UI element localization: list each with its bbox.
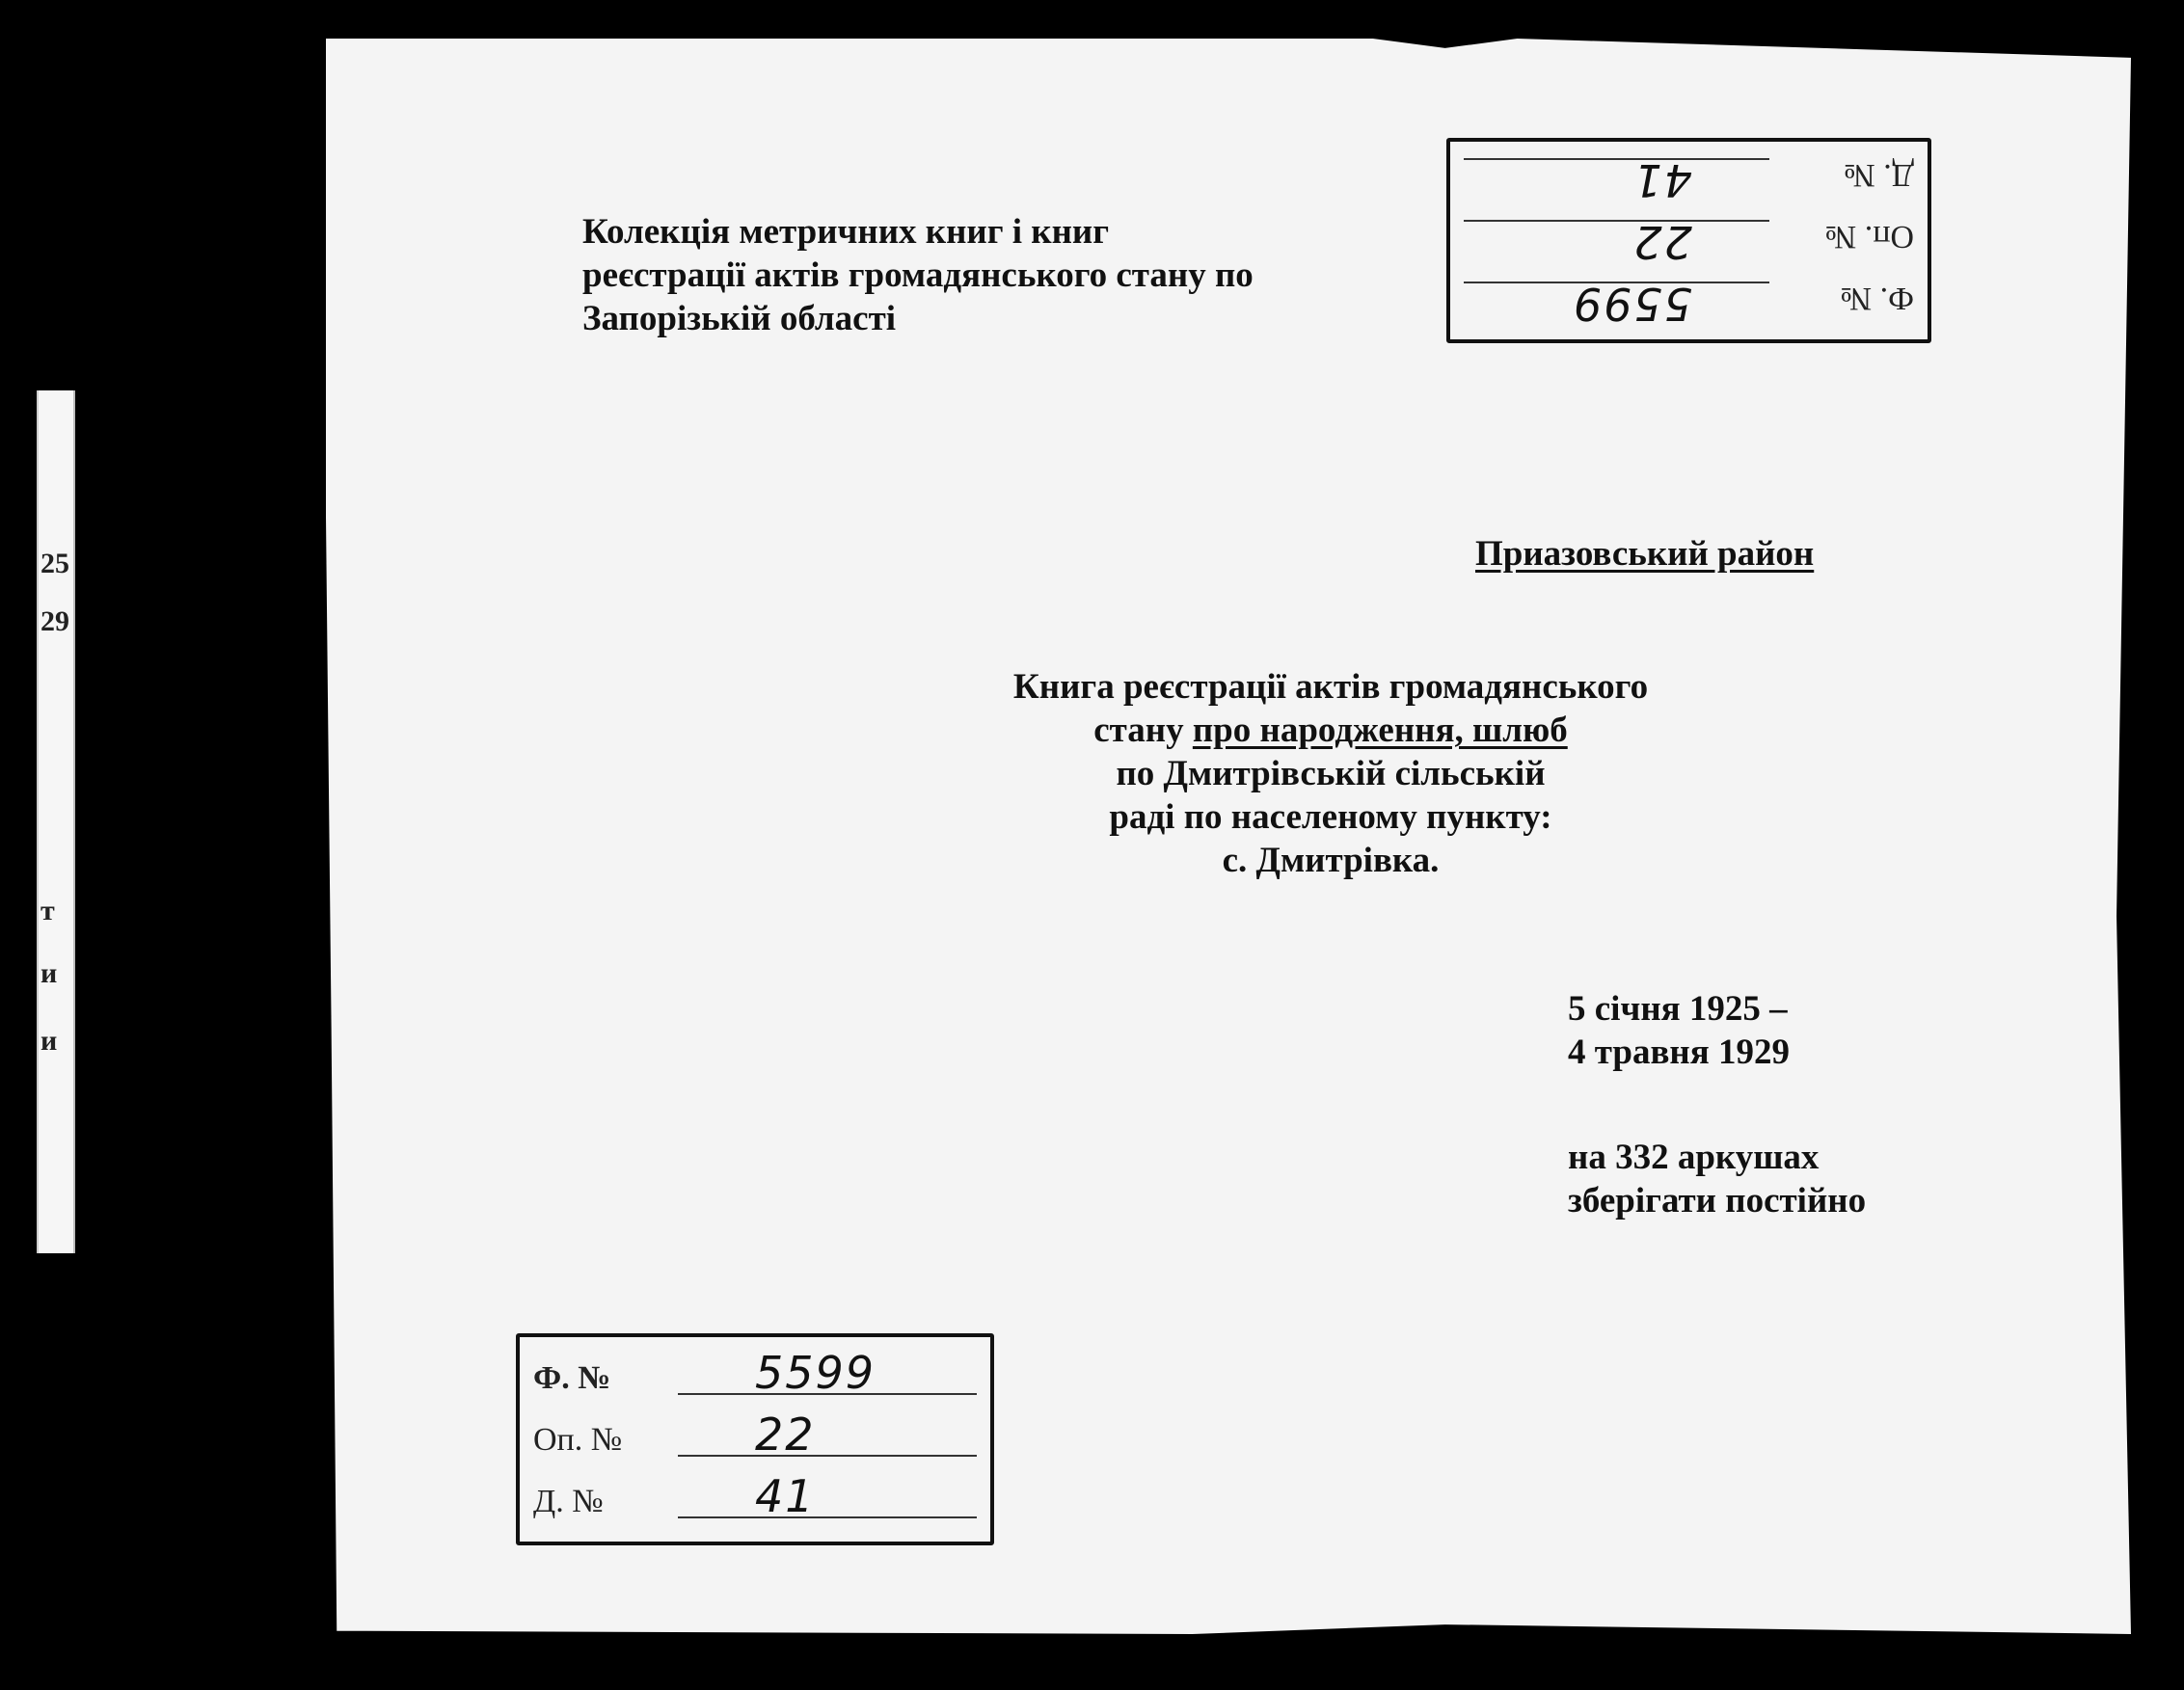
sprava-value: 41 bbox=[755, 1470, 816, 1522]
sprava-label: Д. № bbox=[1844, 157, 1914, 193]
date-start: 5 січня 1925 – bbox=[1568, 989, 1788, 1029]
book-title-line: Книга реєстрації актів громадянського bbox=[1012, 667, 1649, 707]
date-end: 4 травня 1929 bbox=[1568, 1033, 1791, 1072]
sprava-label: Д. № bbox=[533, 1484, 604, 1519]
book-title-underlined: про народження, шлюб bbox=[1192, 711, 1568, 750]
fond-value: 5599 bbox=[1571, 278, 1692, 330]
opys-value: 22 bbox=[755, 1408, 816, 1461]
archive-stamp bbox=[516, 1333, 994, 1545]
side-paper-strip bbox=[37, 390, 75, 1253]
book-title-prefix: стану bbox=[1093, 711, 1184, 750]
strip-fragment: 25 bbox=[40, 548, 69, 579]
sheet-count: на 332 аркушах bbox=[1568, 1138, 1820, 1177]
sprava-value: 41 bbox=[1631, 154, 1692, 206]
opys-label: Оп. № bbox=[533, 1422, 623, 1458]
stamp-row-opys bbox=[533, 1407, 977, 1462]
opys-value: 22 bbox=[1631, 216, 1692, 268]
stamp-row-sprava bbox=[1464, 152, 1914, 208]
stamp-row-fond bbox=[533, 1345, 977, 1401]
book-title-line bbox=[868, 709, 1793, 752]
fond-value: 5599 bbox=[755, 1347, 876, 1399]
opys-label: Оп. № bbox=[1824, 219, 1914, 255]
sheet-info bbox=[1568, 1136, 2069, 1222]
retention-note: зберігати постійно bbox=[1568, 1181, 1867, 1221]
book-title-line: раді по населеному пункту: bbox=[1109, 797, 1552, 837]
book-title bbox=[868, 665, 1793, 882]
collection-title: Колекція метричних книг і книг реєстрації актів громадянського стану по Запорізькій області bbox=[582, 212, 1254, 338]
archive-stamp-inverted bbox=[1446, 138, 1931, 343]
strip-fragment: т bbox=[40, 895, 55, 926]
fond-label: Ф. № bbox=[1840, 281, 1914, 316]
fond-label: Ф. № bbox=[533, 1360, 611, 1396]
book-title-line: с. Дмитрівка. bbox=[1222, 841, 1440, 880]
date-range bbox=[1568, 987, 2069, 1074]
stamp-row-opys bbox=[1464, 214, 1914, 270]
stamp-row-fond bbox=[1464, 276, 1914, 332]
strip-fragment: и bbox=[40, 957, 58, 989]
stamp-row-sprava bbox=[533, 1468, 977, 1524]
strip-fragment: и bbox=[40, 1025, 58, 1057]
book-title-line: по Дмитрівській сільській bbox=[1116, 754, 1546, 793]
district-title: Приазовський район bbox=[1475, 534, 1815, 574]
strip-fragment: 29 bbox=[40, 605, 69, 637]
